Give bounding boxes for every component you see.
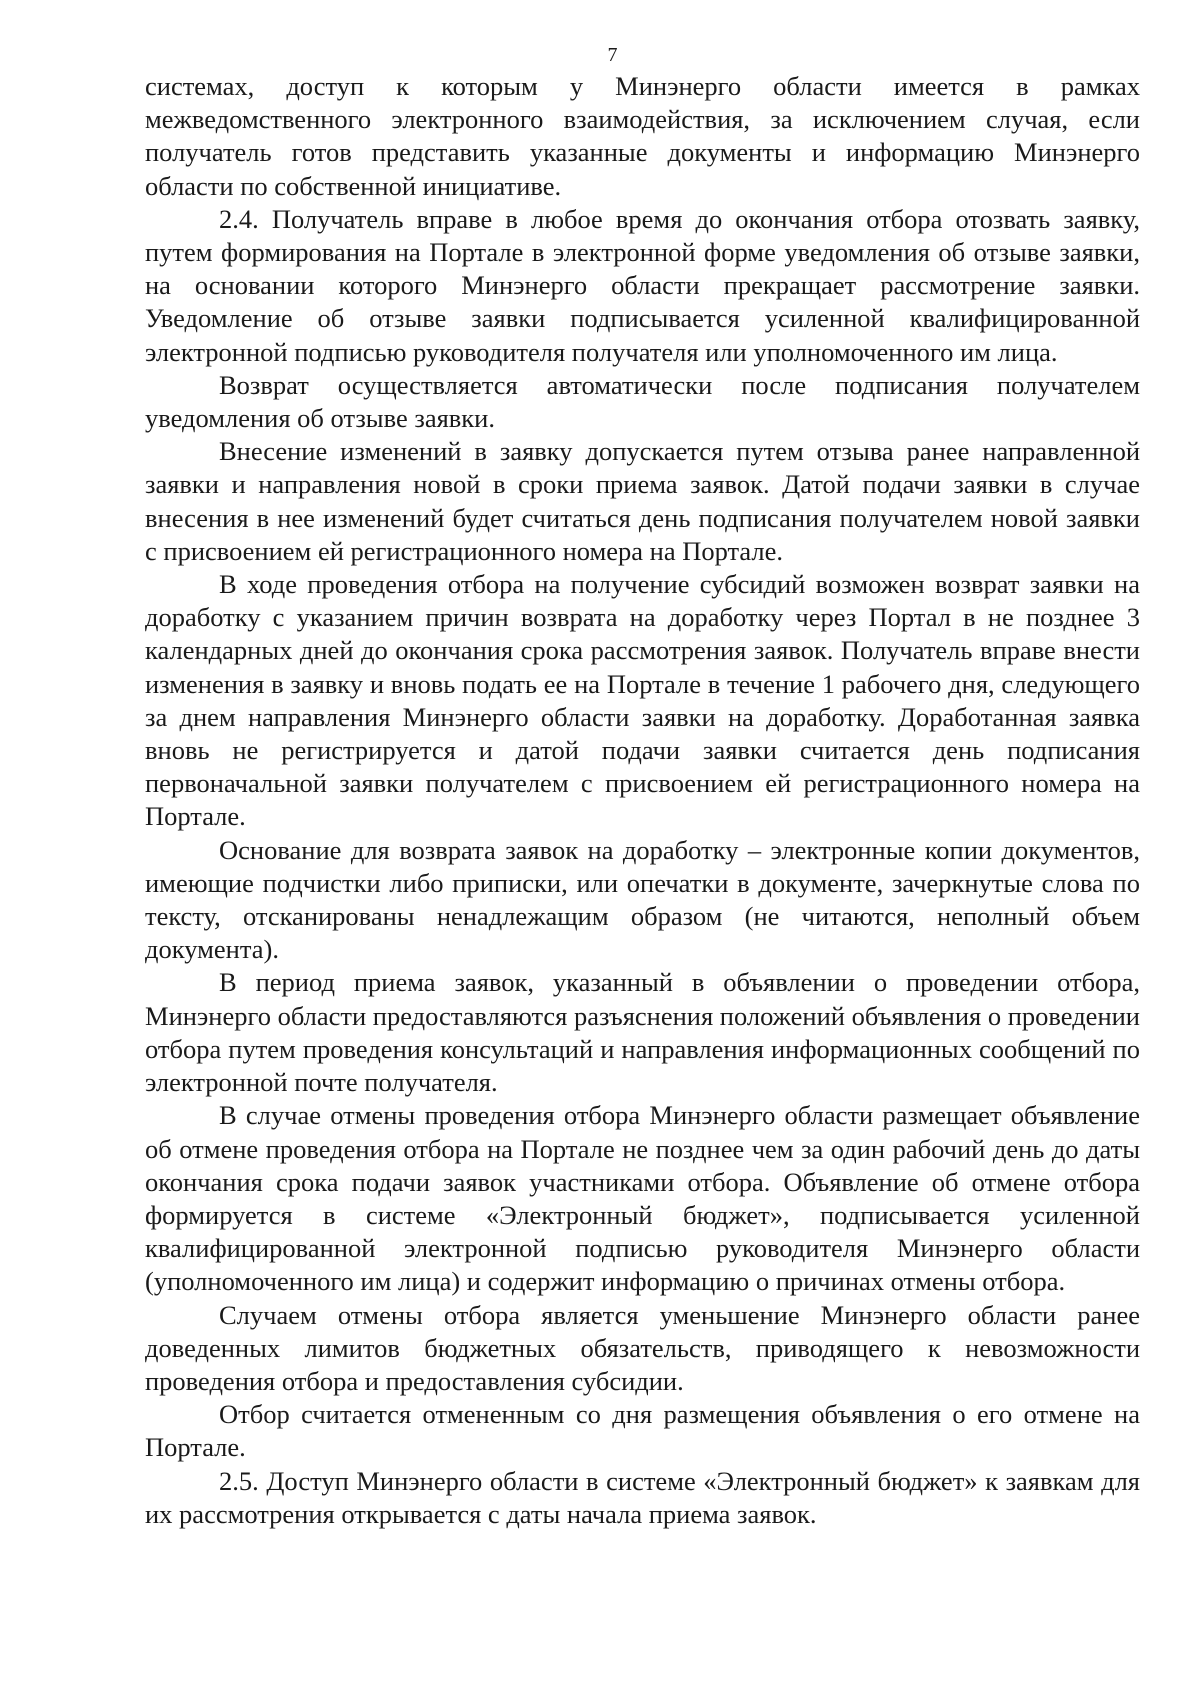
paragraph-cancelled: Отбор считается отмененным со дня размещения объявления о его отмене на Портале. (145, 1399, 1140, 1463)
paragraph-continuation: системах, доступ к которым у Минэнерго области имеется в рамках межведомственного электронного взаимодействия, за исключением случая, если получатель готов представить указанные документы и информацию Минэнерго области по собственной инициативе. (145, 71, 1140, 201)
paragraph-2-4: 2.4. Получатель вправе в любое время до окончания отбора отозвать заявку, путем формирования на Портале в электронной форме уведомления об отзыве заявки, на основании которого Минэнерго области прекращает рассмотрение заявки. Уведомление об отзыве заявки подписывается усиленной квалифицированной электронной подписью руководителя получателя или уполномоченного им лица. (145, 203, 1140, 367)
paragraph-changes: Внесение изменений в заявку допускается путем отзыва ранее направленной заявки и направления новой в сроки приема заявок. Датой подачи заявки в случае внесения в нее изменений будет считаться день подписания получателем новой заявки с присвоением ей регистрационного номера на Портале. (145, 436, 1140, 566)
paragraph-clarifications: В период приема заявок, указанный в объявлении о проведении отбора, Минэнерго области предоставляются разъяснения положений объявления о проведении отбора путем проведения консультаций и направления информационных сообщений по электронной почте получателя. (145, 967, 1140, 1098)
paragraph-rework-grounds: Основание для возврата заявок на доработку – электронные копии документов, имеющие подчистки либо приписки, или опечатки в документе, зачеркнутые слова по тексту, отсканированы ненадлежащим образом (не читаются, неполный объем документа). (145, 834, 1140, 965)
paragraph-rework: В ходе проведения отбора на получение субсидий возможен возврат заявки на доработку с указанием причин возврата на доработку через Портал в не позднее 3 календарных дней до окончания срока рассмотрения заявок. Получатель вправе внести изменения в заявку и вновь подать ее на Портале в течение 1 рабочего дня, следующего за днем направления Минэнерго области заявки на доработку. Доработанная заявка вновь не регистрируется и датой подачи заявки считается день подписания первоначальной заявки получателем с присвоением ей регистрационного номера на Портале. (145, 569, 1140, 832)
paragraph-return: Возврат осуществляется автоматически после подписания получателем уведомления об отзыве заявки. (145, 369, 1140, 434)
page-number: 7 (607, 44, 618, 66)
paragraph-cancellation: В случае отмены проведения отбора Минэнерго области размещает объявление об отмене проведения отбора на Портале не позднее чем за один рабочий день до даты окончания срока подачи заявок участниками отбора. Объявление об отмене отбора формируется в системе «Электронный бюджет», подписывается усиленной квалифицированной электронной подписью руководителя Минэнерго области (уполномоченного им лица) и содержит информацию о причинах отмены отбора. (145, 1100, 1140, 1297)
document-body (145, 70, 1140, 1531)
paragraph-cancellation-case: Случаем отмены отбора является уменьшение Минэнерго области ранее доведенных лимитов бюджетных обязательств, приводящего к невозможности проведения отбора и предоставления субсидии. (145, 1299, 1140, 1396)
paragraph-2-5: 2.5. Доступ Минэнерго области в системе «Электронный бюджет» к заявкам для их рассмотрения открывается с даты начала приема заявок. (145, 1465, 1140, 1529)
